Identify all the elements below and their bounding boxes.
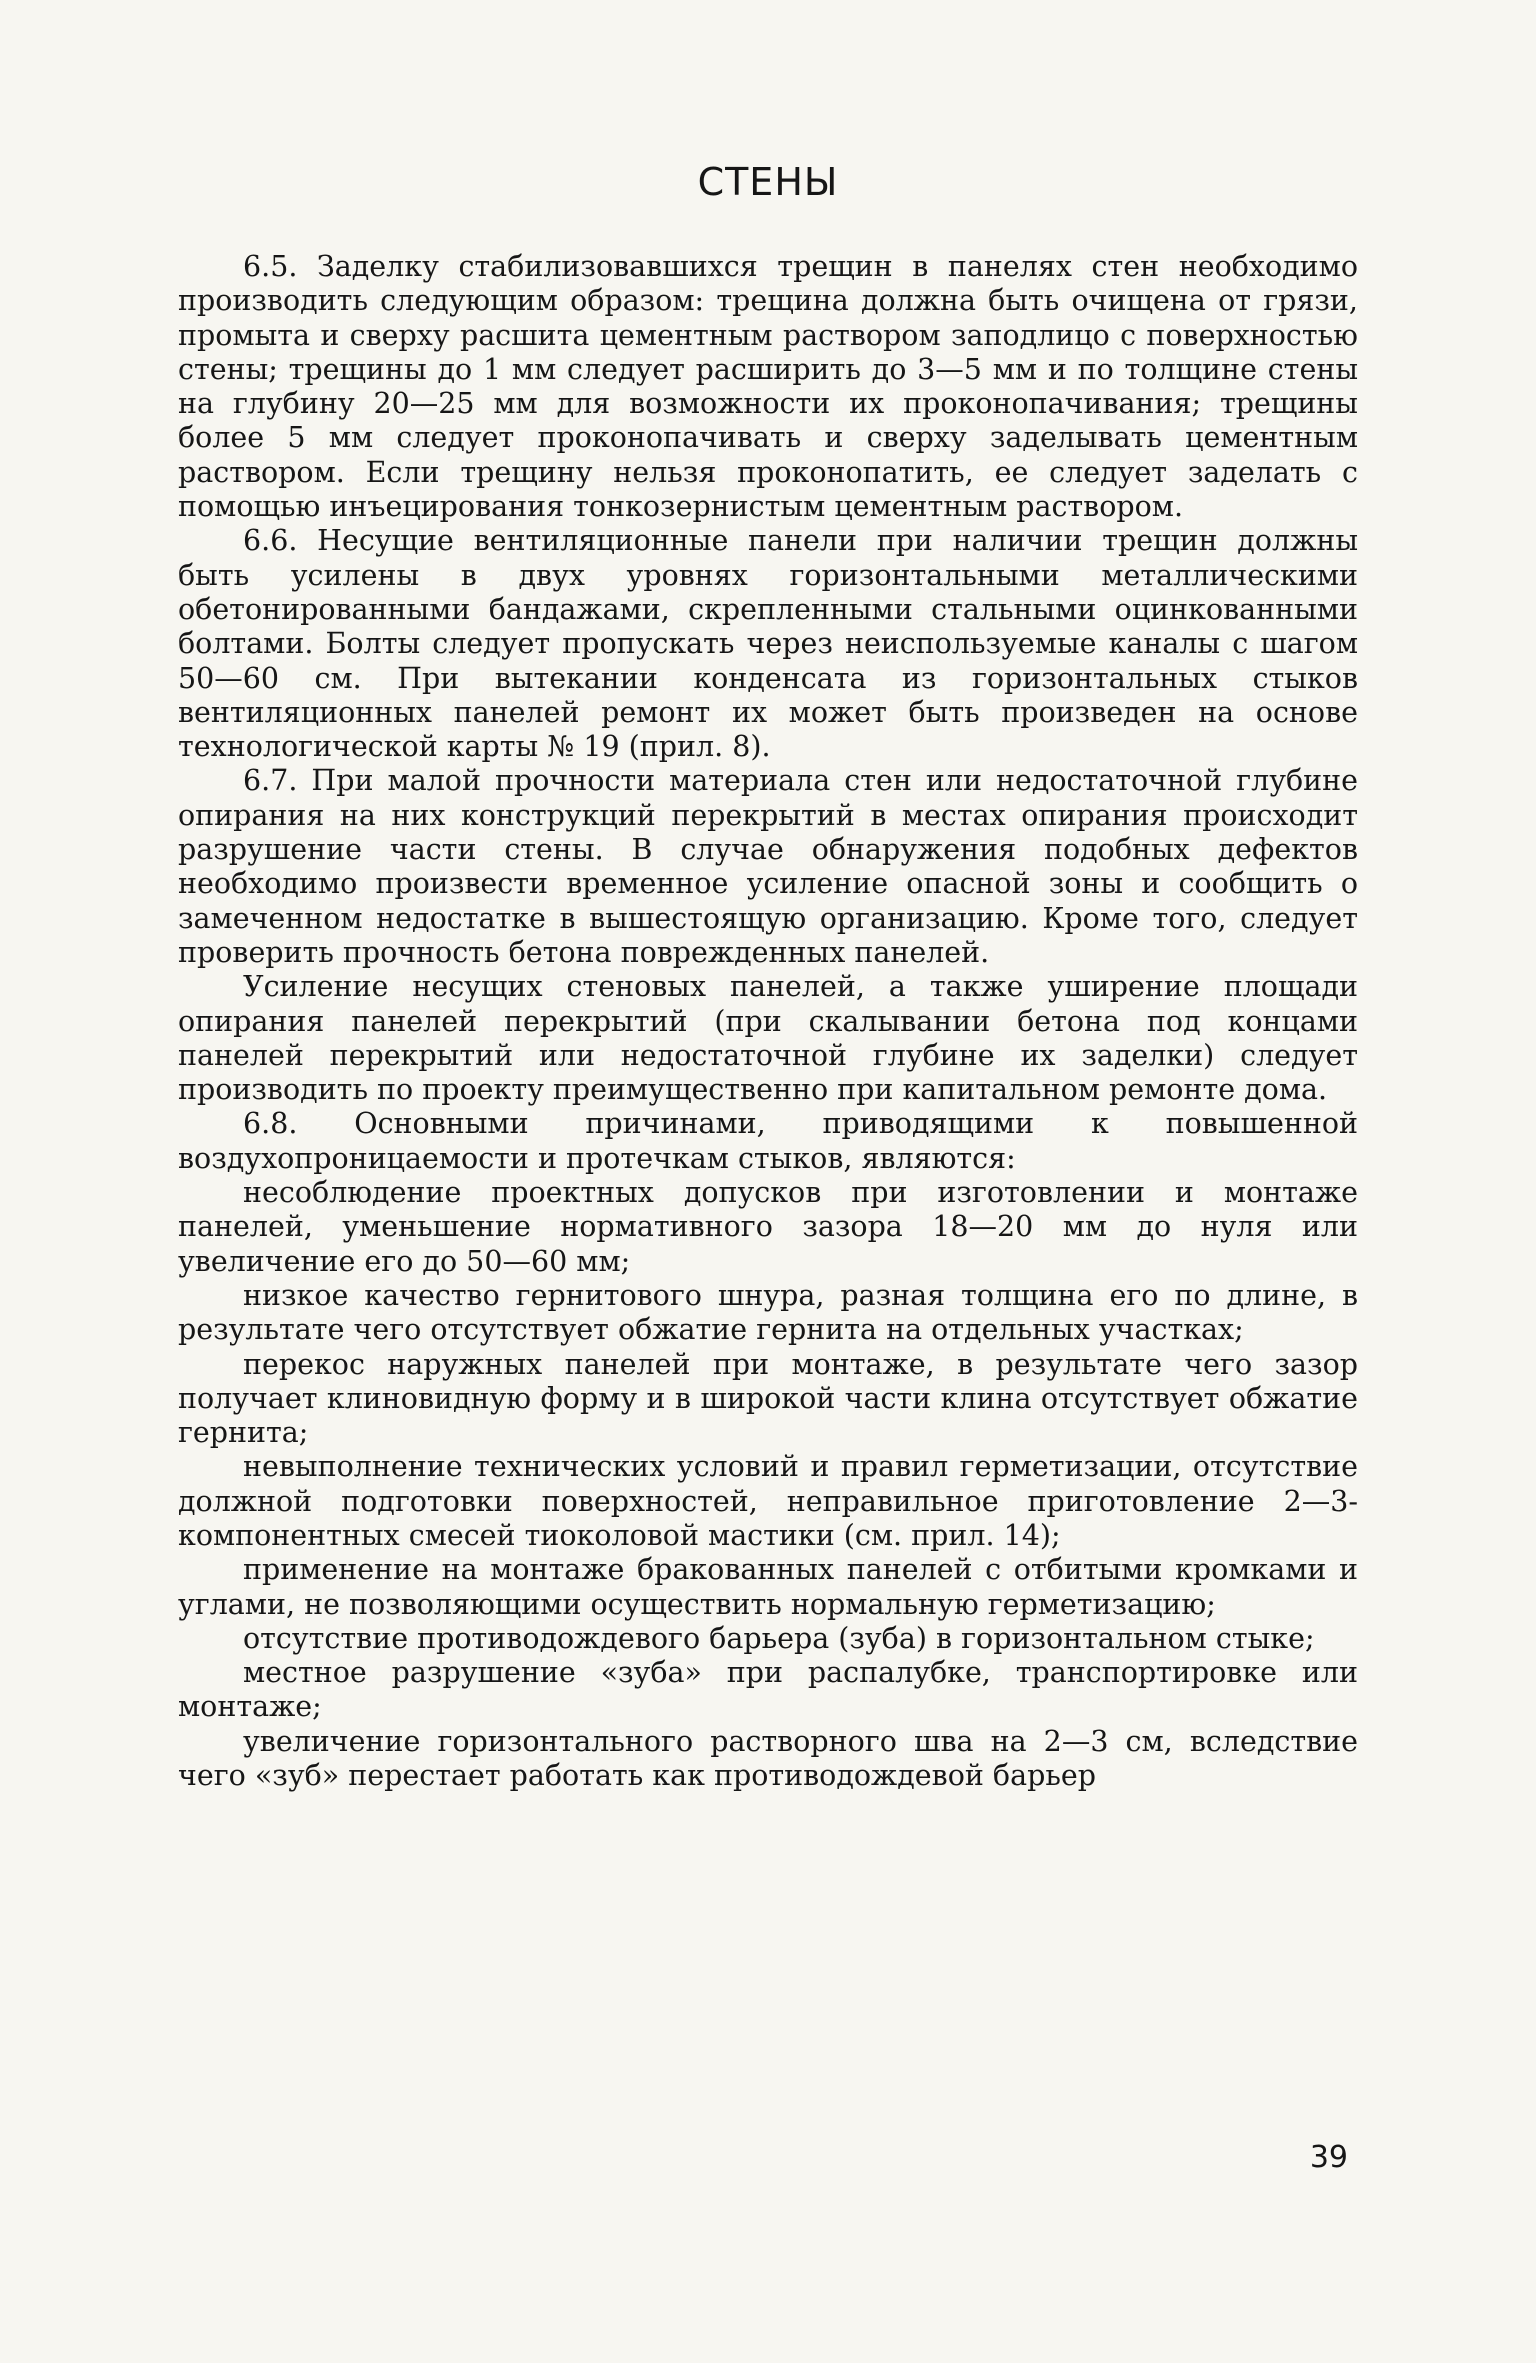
- paragraph-6-6: [178, 524, 1358, 764]
- paragraph-6-5: [178, 250, 1358, 524]
- page-number: 39: [1309, 2140, 1348, 2175]
- list-item: невыполнение технических условий и правил герметизации, отсутствие должной подготовки поверхностей, неправильное приготовление 2—3-компонентных смесей тиоколовой мастики (см. прил. 14);: [178, 1450, 1358, 1552]
- body-text: [178, 250, 1358, 1793]
- list-item: перекос наружных панелей при монтаже, в результате чего зазор получает клиновидную форму и в широкой части клина отсутствует обжатие гернита;: [178, 1347, 1358, 1450]
- list-item: местное разрушение «зуба» при распалубке, транспортировке или монтаже;: [178, 1656, 1358, 1724]
- paragraph-text: Основными причинами, приводящими к повышенной воздухопроницаемости и протечкам стыков, являются:: [178, 1107, 1358, 1175]
- list-item: применение на монтаже бракованных панелей с отбитыми кромками и углами, не позволяющими осуществить нормальную герметизацию;: [178, 1553, 1358, 1621]
- list-item: несоблюдение проектных допусков при изготовлении и монтаже панелей, уменьшение нормативного зазора 18—20 мм до нуля или увеличение его до 50—60 мм;: [178, 1176, 1358, 1278]
- paragraph-6-7: [178, 764, 1358, 970]
- list-item: отсутствие противодождевого барьера (зуба) в горизонтальном стыке;: [243, 1621, 1315, 1655]
- paragraph-number: 6.6.: [243, 524, 298, 558]
- paragraph-text: Заделку стабилизовавшихся трещин в панелях стен необходимо производить следующим образом: трещина должна быть очищена от грязи, промыта и сверху расшита цементным раствором заподлицо с поверхностью стены; трещины до 1 мм следует расширить до 3—5 мм и по толщине стены на глубину 20—25 мм для возможности их проконопачивания; трещины более 5 мм следует проконопачивать и сверху заделывать цементным раствором. Если трещину нельзя проконопатить, ее следует заделать с помощью инъецирования тонкозернистым цементным раствором.: [178, 250, 1358, 524]
- paragraph-text: При малой прочности материала стен или недостаточной глубине опирания на них конструкций перекрытий в местах опирания происходит разрушение части стены. В случае обнаружения подобных дефектов необходимо произвести временное усиление опасной зоны и сообщить о замеченном недостатке в вышестоящую организацию. Кроме того, следует проверить прочность бетона поврежденных панелей.: [178, 764, 1358, 969]
- list-item: низкое качество гернитового шнура, разная толщина его по длине, в результате чего отсутствует обжатие гернита на отдельных участках;: [178, 1278, 1358, 1347]
- paragraph-6-8: [178, 1107, 1358, 1176]
- list-item: увеличение горизонтального растворного шва на 2—3 см, вследствие чего «зуб» перестает работать как противодождевой барьер: [178, 1724, 1358, 1793]
- paragraph-number: 6.7.: [243, 764, 298, 798]
- paragraph-text: Несущие вентиляционные панели при наличии трещин должны быть усилены в двух уровнях горизонтальными металлическими обетонированными бандажами, скрепленными стальными оцинкованными болтами. Болты следует пропускать через неиспользуемые каналы с шагом 50—60 см. При вытекании конденсата из горизонтальных стыков вентиляционных панелей ремонт их может быть произведен на основе технологической карты № 19 (прил. 8).: [178, 524, 1358, 764]
- paragraph-reinforcement: [178, 970, 1358, 1107]
- section-heading: СТЕНЫ: [697, 160, 839, 204]
- paragraph-number: 6.5.: [243, 250, 298, 283]
- paragraph-text: Усиление несущих стеновых панелей, а также уширение площади опирания панелей перекрытий (при скалывании бетона под концами панелей перекрытий или недостаточной глубине их заделки) следует производить по проекту преимущественно при капитальном ремонте дома.: [178, 970, 1358, 1107]
- paragraph-number: 6.8.: [243, 1107, 298, 1141]
